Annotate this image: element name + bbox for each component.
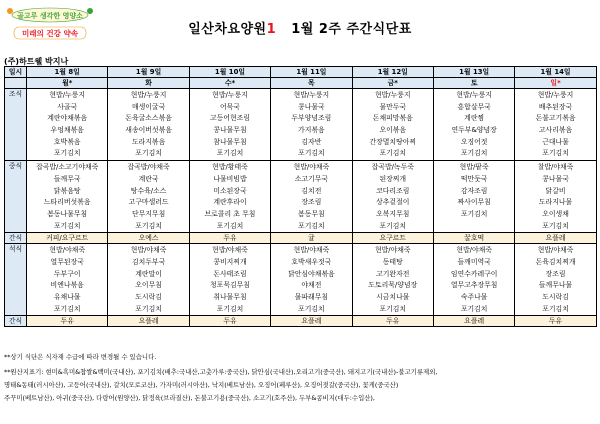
lunch-item: 소고기무국 — [294, 174, 328, 183]
snack-cell: 두유 — [352, 316, 433, 327]
breakfast-item: 돈육굴소스볶음 — [125, 114, 172, 123]
lunch-item — [434, 221, 514, 233]
date-cell: 1월 12일 — [352, 67, 433, 78]
dinner-cell — [515, 244, 596, 316]
lunch-item: 브로콜리 초 무침 — [204, 209, 256, 218]
breakfast-item: 콩나물국 — [298, 102, 325, 111]
dinner-item: 야채전 — [301, 281, 322, 290]
breakfast-item: 현밥/누룽지 — [374, 91, 411, 99]
dinner-item: 포기김치 — [379, 304, 407, 313]
breakfast-item: 포기김치 — [542, 149, 569, 158]
breakfast-item: 근대나물 — [542, 137, 569, 146]
dinner-item: 현밥/야채죽 — [130, 246, 167, 255]
snack-cell: 요플레 — [108, 316, 189, 327]
lunch-cell — [27, 161, 108, 233]
dinner-item: 포기김치 — [460, 304, 488, 313]
lunch-cell — [189, 161, 270, 233]
dinner-item: 들깨무나물 — [538, 281, 573, 290]
dinner-item: 돈육김치찌개 — [535, 257, 576, 266]
lunch-item: 콩나물국 — [542, 174, 569, 183]
snack1-row — [5, 233, 597, 244]
breakfast-cell — [515, 89, 596, 161]
lunch-item: 포기김치 — [542, 221, 569, 230]
lunch-item: 오이생채 — [542, 209, 569, 218]
lunch-item: 도라지나물 — [538, 198, 573, 207]
dinner-cell — [352, 244, 433, 316]
dinner-label: 석식 — [5, 244, 27, 316]
dinner-item: 두부구이 — [53, 269, 81, 278]
breakfast-item: 현밥/누룽지 — [293, 91, 330, 99]
note-line4: 주꾸미(베트남산), 아귀(중국산), 다랑어(원양산), 닭정육(브라질산), 돈불고기용(중국산), 소고기(호주산), 두부&콩비지(대두:수입산), — [4, 394, 375, 402]
lunch-item: 김치전 — [301, 186, 322, 195]
lunch-cell — [108, 161, 189, 233]
date-cell: 1월 11일 — [271, 67, 352, 78]
breakfast-item: 호박볶음 — [53, 137, 81, 146]
breakfast-item: 현밥/누룽지 — [49, 91, 85, 99]
breakfast-item: 포기김치 — [460, 149, 488, 158]
dinner-item: 김치두부국 — [131, 257, 166, 266]
breakfast-item: 물만두국 — [379, 102, 407, 111]
lunch-cell — [352, 161, 433, 233]
dinner-item: 호박새우젓국 — [291, 257, 332, 266]
lunch-item: 계란후라이 — [213, 198, 247, 207]
dinner-item: 콩비지찌개 — [213, 257, 247, 266]
snack-cell: 오예스 — [108, 233, 189, 244]
lunch-item: 잡곡밥/녹두죽 — [371, 163, 414, 172]
breakfast-item: 돈불고기볶음 — [535, 114, 576, 123]
lunch-item: 잡곡밥/야채죽 — [127, 163, 170, 172]
breakfast-item: 현밥/누룽지 — [212, 91, 248, 99]
dinner-item: 현밥/야채죽 — [374, 246, 411, 255]
breakfast-item: 포기김치 — [379, 149, 407, 158]
note-line1: **상기 식단은 식자재 수급에 따라 변경될 수 있습니다. — [4, 353, 157, 361]
breakfast-item: 돈채피망볶음 — [372, 114, 413, 123]
breakfast-item: 새송이버섯볶음 — [125, 126, 172, 135]
breakfast-item: 간장멸치땅아찌 — [369, 137, 417, 146]
lunch-item: 느타리버섯볶음 — [43, 198, 91, 207]
dinner-item: 열무된장국 — [50, 257, 84, 266]
snack-cell: 두유 — [515, 316, 596, 327]
snack-cell: 두유 — [27, 316, 108, 327]
day-cell: 토 — [433, 78, 514, 89]
breakfast-cell — [27, 89, 108, 161]
company-label: (주)하트웰 박지나 — [4, 57, 69, 66]
breakfast-cell — [433, 89, 514, 161]
breakfast-item: 연두부&양념장 — [451, 126, 497, 135]
breakfast-item: 포기김치 — [135, 149, 162, 158]
snack-cell: 두유 — [189, 316, 270, 327]
snack-cell: 요플레 — [433, 316, 514, 327]
title-prefix: 일산차요양원 — [188, 22, 267, 37]
snack-cell: 귤 — [271, 233, 352, 244]
lunch-item: 탕수육/소스 — [130, 186, 167, 195]
breakfast-item: 우엉채볶음 — [50, 126, 84, 135]
lunch-item: 포기김치 — [216, 221, 244, 230]
dinner-item: 포기김치 — [135, 304, 162, 313]
lunch-item: 포기김치 — [135, 221, 162, 230]
dinner-cell — [189, 244, 270, 316]
menu-table — [4, 66, 597, 327]
snack-cell: 꿀호떡 — [433, 233, 514, 244]
dinner-item: 들깨미역국 — [457, 257, 491, 266]
day-cell: 화 — [108, 78, 189, 89]
day-cell: 목 — [271, 78, 352, 89]
lunch-item: 고구마샐러드 — [128, 198, 169, 207]
breakfast-item: 오이볶음 — [379, 126, 407, 135]
dinner-item: 현밥/야채죽 — [456, 246, 492, 255]
dinner-item: 닭안심야채볶음 — [288, 269, 335, 278]
breakfast-item: 포기김치 — [53, 149, 81, 158]
dinner-item: 장조림 — [545, 269, 566, 278]
breakfast-item: 포기김치 — [298, 149, 325, 158]
date-row — [5, 67, 597, 78]
breakfast-item: 김자반 — [301, 137, 322, 146]
dinner-item: 계란말이 — [135, 269, 162, 278]
lunch-item: 포기김치 — [298, 221, 325, 230]
snack-cell: 두유 — [189, 233, 270, 244]
breakfast-item: 고등어현조림 — [210, 114, 250, 123]
breakfast-item: 도라지볶음 — [131, 137, 166, 146]
day-cell: 수* — [189, 78, 270, 89]
lunch-item: 봄동나물무침 — [47, 209, 88, 218]
breakfast-item: 고사리볶음 — [538, 126, 573, 135]
lunch-item: 단무지무침 — [131, 209, 166, 218]
lunch-item: 된장찌개 — [379, 174, 407, 183]
date-cell: 1월 13일 — [433, 67, 514, 78]
dinner-row — [5, 244, 597, 316]
lunch-item: 감자조림 — [460, 186, 488, 195]
logo-line2: 미래의 건강 약속 — [22, 29, 78, 38]
dinner-item: 열무고추장무침 — [450, 281, 498, 290]
dinner-item: 시금치나물 — [376, 293, 410, 301]
breakfast-item: 사골국 — [57, 102, 78, 111]
dinner-item: 현밥/야채죽 — [537, 246, 574, 255]
snack1-label: 간식 — [5, 233, 27, 244]
dinner-item: 물파래무침 — [294, 293, 328, 301]
lunch-item: 닭볶음탕 — [53, 186, 81, 195]
page-title — [0, 18, 600, 37]
day-cell: 일* — [515, 78, 596, 89]
breakfast-item: 매생이굴국 — [131, 102, 166, 111]
snack-cell: 요구르트 — [352, 233, 433, 244]
breakfast-item: 계란찜 — [464, 114, 485, 123]
lunch-item: 현밥/야채죽 — [293, 163, 330, 172]
lunch-cell — [433, 161, 514, 233]
lunch-cell — [515, 161, 596, 233]
dinner-item: 포기김치 — [298, 304, 325, 313]
dinner-item: 고기완자전 — [376, 269, 410, 278]
breakfast-item: 가지볶음 — [298, 126, 325, 135]
lunch-item: 상추겉절이 — [376, 198, 410, 207]
dinner-item: 현밥/야채죽 — [293, 246, 330, 255]
note-line3: 명태&동태(러시아산), 고등어(국내산), 갈치(모로코산), 가자미(러시아산), 낙지(베트남산), 오징어(페루산), 오징어젓갈(중국산), 꽃게(중국산) — [4, 381, 399, 389]
dinner-item: 유채나물 — [53, 293, 81, 301]
breakfast-item: 흥합살무국 — [457, 102, 491, 111]
breakfast-item: 참나물무침 — [213, 137, 247, 146]
lunch-item: 현밥/팥죽 — [459, 163, 489, 172]
lunch-item: 포기김치 — [379, 221, 407, 230]
breakfast-item: 현밥/누룽지 — [130, 91, 167, 99]
lunch-item: 현밥/황태죽 — [212, 163, 248, 172]
dinner-item: 포기김치 — [216, 304, 244, 313]
lunch-item: 봄동무침 — [298, 209, 325, 218]
dinner-item: 동태탕 — [382, 257, 403, 266]
day-cell: 월* — [27, 78, 108, 89]
dinner-item: 도토리묵/양념장 — [368, 281, 418, 290]
dinner-item: 숙주나물 — [460, 293, 488, 301]
date-cell: 1월 14일 — [515, 67, 596, 78]
breakfast-cell — [108, 89, 189, 161]
dinner-item: 임연수카레구이 — [450, 269, 498, 278]
lunch-item: 계란국 — [138, 174, 159, 183]
lunch-item: 나물비빔밥 — [213, 174, 247, 183]
dinner-item: 청포묵김무침 — [210, 281, 250, 290]
dinner-item: 도시락김 — [542, 293, 569, 301]
dinner-item: 현밥/야채죽 — [49, 246, 85, 255]
breakfast-row — [5, 89, 597, 161]
logo-line1: 골고루 생각한 영양소 — [17, 12, 83, 20]
lunch-item: 찰밥/야채죽 — [537, 163, 574, 172]
breakfast-item: 어묵국 — [219, 102, 240, 111]
dinner-item: 도시락김 — [135, 293, 162, 301]
dinner-item: 취나물무침 — [213, 293, 247, 301]
snack2-label: 간식 — [5, 316, 27, 327]
snack2-row — [5, 316, 597, 327]
lunch-item: 포기김치 — [53, 221, 81, 230]
breakfast-item: 현밥/누룽지 — [456, 91, 492, 99]
dinner-cell — [271, 244, 352, 316]
breakfast-item: 포기김치 — [216, 149, 244, 158]
day-cell: 금* — [352, 78, 433, 89]
lunch-item: 떡만둣국 — [460, 174, 488, 183]
dinner-item: 포기김치 — [53, 304, 81, 313]
snack-cell: 커피/요구르트 — [27, 233, 108, 244]
breakfast-item: 콩나물무침 — [213, 126, 247, 135]
breakfast-item: 현밥/누룽지 — [537, 91, 574, 99]
lunch-item: 짜사이무침 — [457, 198, 491, 207]
lunch-item: 미소된장국 — [213, 186, 247, 195]
day-header-empty — [5, 78, 27, 89]
dinner-item: 비엔나볶음 — [50, 281, 84, 290]
dinner-item: 돈사태조림 — [213, 269, 247, 278]
dinner-cell — [108, 244, 189, 316]
breakfast-item: 두부양념조림 — [291, 114, 332, 123]
lunch-item: 장조림 — [301, 198, 322, 207]
snack-cell: 요플레 — [515, 233, 596, 244]
date-cell: 1월 10일 — [189, 67, 270, 78]
dinner-item: 포기김치 — [542, 304, 569, 313]
date-header: 일시 — [5, 67, 27, 78]
title-red-number: 1 — [266, 22, 277, 37]
date-cell: 1월 9일 — [108, 67, 189, 78]
date-cell: 1월 8일 — [27, 67, 108, 78]
breakfast-label: 조식 — [5, 89, 27, 161]
lunch-item: 닭갈비 — [545, 186, 566, 195]
breakfast-item: 배추된장국 — [538, 102, 573, 111]
lunch-item: 코다리조림 — [376, 186, 410, 195]
breakfast-cell — [352, 89, 433, 161]
dinner-item: 현밥/야채죽 — [212, 246, 248, 255]
breakfast-item: 계란야채볶음 — [47, 114, 88, 123]
snack-cell: 요플레 — [271, 316, 352, 327]
breakfast-cell — [189, 89, 270, 161]
note-line2: **원산지표기: 현미&흑미&찹쌀&백미(국내산), 포기김치(배추:국내산,고춧가루:중국산), 닭안심(국내산),오리고기(중국산), 돼지고기(국내산)-불고기류제외, — [4, 368, 438, 376]
day-row — [5, 78, 597, 89]
title-suffix: 1월 2주 주간식단표 — [291, 22, 412, 37]
lunch-row — [5, 161, 597, 233]
lunch-label: 중식 — [5, 161, 27, 233]
dinner-cell — [433, 244, 514, 316]
lunch-item: 잡곡밥/소고기야채죽 — [36, 163, 99, 172]
breakfast-item: 오징어젓 — [460, 137, 488, 146]
lunch-cell — [271, 161, 352, 233]
lunch-item: 들깨무국 — [53, 174, 81, 183]
breakfast-cell — [271, 89, 352, 161]
lunch-item: 오복지무침 — [376, 209, 410, 218]
dinner-item: 오이무침 — [135, 281, 162, 290]
lunch-item: 포기김치 — [460, 209, 488, 218]
dinner-cell — [27, 244, 108, 316]
